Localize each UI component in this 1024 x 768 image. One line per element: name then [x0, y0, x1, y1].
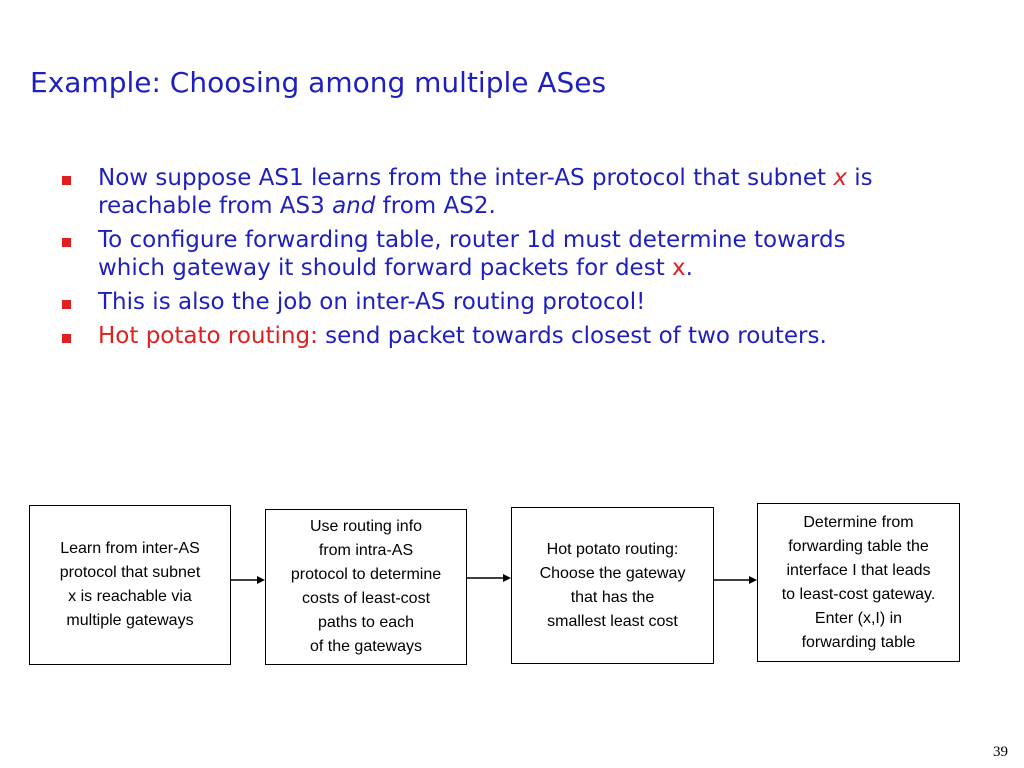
box-line: interface I that leads: [786, 561, 931, 579]
bullet-text: send packet towards closest of two routers.: [317, 323, 827, 349]
box-line: forwarding table the: [788, 537, 929, 555]
bullet-text: This is also the job on inter-AS routing protocol!: [98, 289, 646, 315]
arrow-right-icon: [231, 572, 267, 588]
box-line: that has the: [570, 588, 655, 606]
box-line: forwarding table: [801, 633, 916, 651]
box-line: Enter (x,I) in: [814, 609, 903, 627]
bullet-item: [56, 288, 916, 316]
flow-box-text: [540, 538, 686, 634]
box-line: paths to each: [317, 614, 415, 631]
flow-box-intra-as: [265, 509, 467, 665]
bullet-text: is reachable from AS3: [98, 165, 873, 219]
bullet-item: [56, 226, 916, 282]
bullet-text: .: [685, 255, 693, 281]
box-line: of the gateways: [309, 638, 423, 655]
box-line: Hot potato routing:: [546, 540, 679, 558]
flow-box-text: [782, 511, 936, 655]
box-line: Use routing info: [309, 518, 423, 535]
flow-box-forwarding-table: [757, 503, 960, 662]
slide-title: Example: Choosing among multiple ASes: [30, 66, 607, 99]
box-line: protocol to determine: [290, 566, 442, 583]
flow-box-learn: [29, 505, 231, 665]
box-line: protocol that subnet: [59, 564, 201, 581]
box-line: to least-cost gateway.: [781, 585, 936, 603]
bullet-item: [56, 164, 916, 220]
bullet-square-icon: [62, 300, 71, 309]
bullet-text: Now suppose AS1 learns from the inter-AS protocol that subnet: [98, 165, 834, 191]
hot-potato-term: Hot potato routing:: [98, 323, 318, 349]
bullet-text: To configure forwarding table, router 1d must determine towards which gateway it should forward packets for dest: [98, 227, 846, 281]
bullet-square-icon: [62, 334, 71, 343]
dest-x-variable: x: [672, 255, 686, 281]
arrow-right-icon: [714, 572, 759, 588]
bullet-list: [56, 164, 916, 356]
bullet-text: from AS2.: [375, 193, 496, 219]
box-line: from intra-AS: [318, 542, 414, 559]
bullet-square-icon: [62, 176, 71, 185]
flow-box-text: [291, 515, 441, 659]
box-line: multiple gateways: [66, 612, 194, 629]
page-number: 39: [993, 744, 1008, 760]
bullet-item: [56, 322, 916, 350]
box-line: x is reachable via: [68, 588, 192, 605]
bullet-square-icon: [62, 238, 71, 247]
arrow-right-icon: [467, 570, 513, 586]
box-line: Determine from: [803, 513, 914, 531]
box-line: costs of least-cost: [301, 590, 431, 607]
emphasis-and: and: [332, 193, 376, 219]
flow-box-hot-potato: [511, 507, 714, 664]
box-line: smallest least cost: [547, 612, 678, 630]
subnet-x-variable: x: [833, 165, 847, 191]
box-line: Choose the gateway: [539, 564, 686, 582]
flow-box-text: [60, 537, 201, 633]
box-line: Learn from inter-AS: [60, 540, 200, 557]
